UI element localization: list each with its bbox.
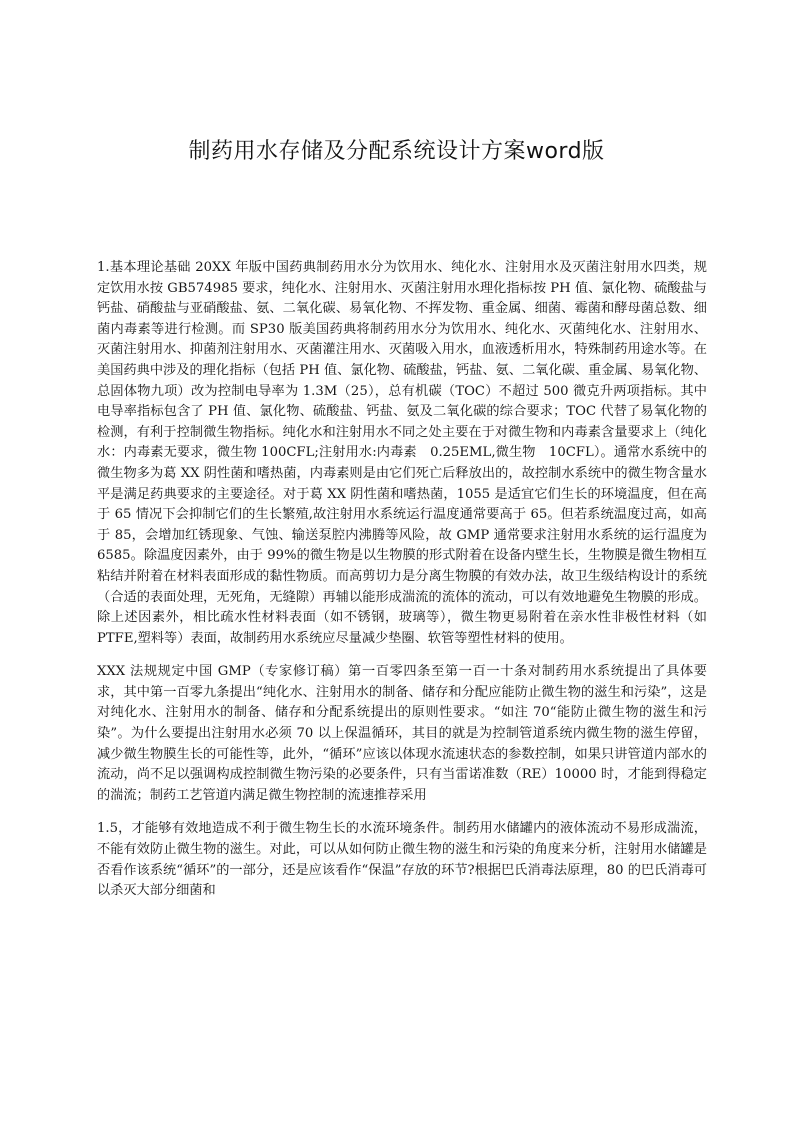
paragraph-basic-theory: 1.基本理论基础 20XX 年版中国药典制药用水分为饮用水、纯化水、注射用水及灭菌注射用水四类，规定饮用水按 GB574985 要求，纯化水、注射用水、灭菌注射用水理化指标按 PH 值、氯化物、硫酸盐与钙盐、硝酸盐与亚硝酸盐、氨、二氧化碳、易氧化物、不挥发物、重金属、细菌、霉菌和酵母菌总数、细菌内毒素等进行检测。而 SP30 版美国药典将制药用水分为饮用水、纯化水、灭菌纯化水、注射用水、灭菌注射用水、抑菌剂注射用水、灭菌灌注用水、灭菌吸入用水，血液透析用水，特殊制药用途水等。在美国药典中涉及的理化指标（包括 PH 值、氯化物、硫酸盐，钙盐、氨、二氧化碳、重金属、易氧化物、总固体物九项）改为控制电导率为 1.3M（25），总有机碳（TOC）不超过 500 微克升两项指标。其中电导率指标包含了 PH 值、氯化物、硫酸盐、钙盐、氨及二氧化碳的综合要求；TOC 代替了易氧化物的检测，有利于控制微生物指标。纯化水和注射用水不同之处主要在于对微生物和内毒素含量要求上（纯化水：内毒素无要求，微生物 100CFL;注射用水:内毒素 0.25EML,微生物 10CFL）。通常水系统中的微生物多为葛 XX 阴性菌和嗜热菌，内毒素则是由它们死亡后释放出的，故控制水系统中的微生物含量水平是满足药典要求的主要途径。对于葛 XX 阴性菌和嗜热菌，1055 是适宜它们生长的环境温度，但在高于 65 情况下会抑制它们的生长繁殖,故注射用水系统运行温度通常要高于 65。但若系统温度过高，如高于 85，会增加红锈现象、气蚀、输送泵腔内沸腾等风险，故 GMP 通常要求注射用水系统的运行温度为 6585。除温度因素外，由于 99%的微生物是以生物膜的形式附着在设备内壁生长，生物膜是微生物相互粘结并附着在材料表面形成的黏性物质。而高剪切力是分离生物膜的有效办法，故卫生级结构设计的系统（合适的表面处理，无死角，无缝隙）再辅以能形成湍流的流体的流动，可以有效地避免生物膜的形成。除上述因素外，相比疏水性材料表面（如不锈钢，玻璃等），微生物更易附着在亲水性非极性材料（如 PTFE,塑料等）表面，故制药用水系统应尽量减少垫圈、软管等塑性材料的使用。 [97,260,707,646]
document-title: 制药用水存储及分配系统设计方案word版 [188,139,605,164]
document-body [97,258,707,902]
paragraph-regulations: XXX 法规规定中国 GMP（专家修订稿）第一百零四条至第一百一十条对制药用水系统提出了具体要求，其中第一百零九条提出“纯化水、注射用水的制备、储存和分配应能防止微生物的滋生和污染”，这是对纯化水、注射用水的制备、储存和分配系统提出的原则性要求。“如注 70“能防止微生物的滋生和污染”。为什么要提出注射用水必须 70 以上保温循环，其目的就是为控制管道系统内微生物的滋生停留，减少微生物膜生长的可能性等，此外，“循环”应该以体现水流速状态的参数控制，如果只讲管道内部水的流动，尚不足以强调构成控制微生物污染的必要条件，只有当雷诺准数（RE）10000 时，才能到得稳定的湍流；制药工艺管道内满足微生物控制的流速推荐采用 [97,664,707,803]
paragraph-storage-tank: 1.5，才能够有效地造成不利于微生物生长的水流环境条件。制药用水储罐内的液体流动不易形成湍流，不能有效防止微生物的滋生。对此，可以从如何防止微生物的滋生和污染的角度来分析，注射用水储罐是否看作该系统“循环”的一部分，还是应该看作“保温”存放的环节?根据巴氏消毒法原理，80 的巴氏消毒可以杀灭大部分细菌和 [97,821,707,899]
